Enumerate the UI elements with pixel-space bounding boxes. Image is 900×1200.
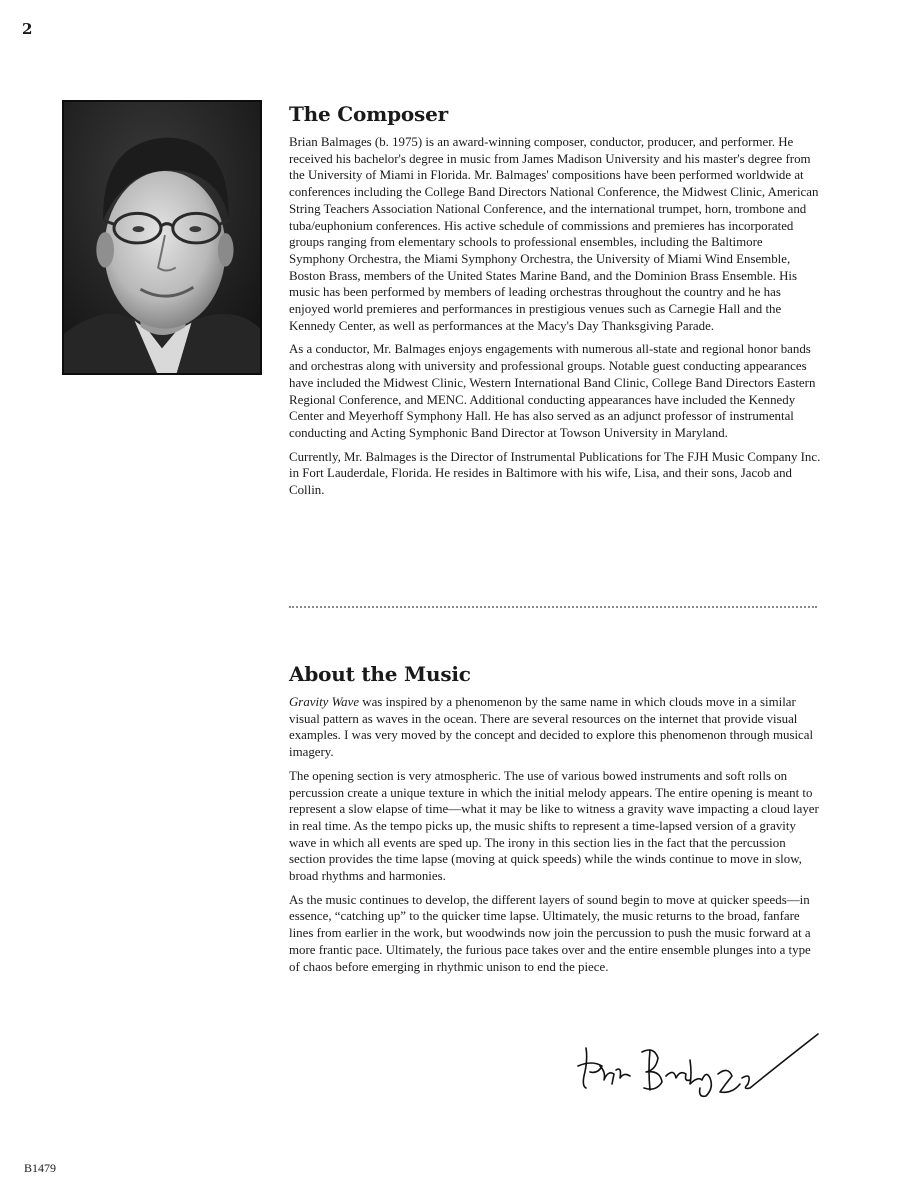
composer-paragraph-3: Currently, Mr. Balmages is the Director of Instrumental Publications for The FJH Music Company Inc. in Fort Lauderdale, Florida. He resides in Baltimore with his wife, Lisa, and their sons, Jacob and Collin. xyxy=(289,449,821,498)
music-heading: About the Music xyxy=(289,662,471,686)
music-section xyxy=(289,661,821,982)
composer-photo xyxy=(62,100,262,375)
section-divider xyxy=(289,606,817,608)
music-paragraph-3: As the music continues to develop, the different layers of sound begin to move at quicker speeds—in essence, “catching up” to the quicker time lapse. Ultimately, the music returns to the broad, fanfare lines from earlier in the work, but woodwinds now join the percussion to push the music forward at a more frantic pace. Ultimately, the furious pace takes over and the entire ensemble plunges into a type of chaos before emerging in rhythmic unison to end the piece. xyxy=(289,892,811,974)
composer-section xyxy=(289,101,821,506)
signature-image xyxy=(572,1030,822,1100)
music-paragraph-1-text: was inspired by a phenomenon by the same name in which clouds move in a similar visual pattern as waves in the ocean. There are several resources on the internet that provide visual examples. I was very moved by the concept and decided to explore this phenomenon through musical imagery. xyxy=(289,695,814,760)
work-title: Gravity Wave xyxy=(289,695,360,709)
composer-paragraph-1: Brian Balmages (b. 1975) is an award-winning composer, conductor, producer, and performer. He received his bachelor's degree in music from James Madison University and his master's degree from the University of Miami in Florida. Mr. Balmages' compositions have been performed worldwide at conferences including the College Band Directors National Conference, the Midwest Clinic, American String Teachers Association National Conference, and the international trumpet, horn, trombone and tuba/euphonium conferences. His active schedule of commissions and premieres has incorporated groups ranging from elementary schools to professional ensembles, including the Baltimore Symphony Orchestra, the Miami Symphony Orchestra, the University of Miami Wind Ensemble, Boston Brass, members of the United States Marine Band, and the Dominion Brass Ensemble. His music has been performed by members of leading orchestras throughout the country and he has enjoyed world premieres and performances in prestigious venues such as Carnegie Hall and the Kennedy Center, as well as performances at the Macy's Day Thanksgiving Parade. xyxy=(289,135,819,333)
catalog-code: B1479 xyxy=(24,1161,57,1175)
music-paragraph-2: The opening section is very atmospheric. The use of various bowed instruments and soft rolls on percussion create a unique texture in which the initial melody appears. The entire opening is meant to represent a slow elapse of time—what it may be like to witness a gravity wave impacting a cloud layer in real time. As the tempo picks up, the music shifts to represent a time-lapsed version of a gravity wave in which all events are sped up. The irony in this section lies in the fact that the percussion section provides the time lapse (moving at quick speeds) while the winds continue to move in slow, broad rhythms and harmonies. xyxy=(289,768,819,884)
composer-portrait-image xyxy=(64,102,260,373)
music-paragraph-1 xyxy=(289,694,821,761)
page-number: 2 xyxy=(22,20,33,38)
composer-paragraph-2: As a conductor, Mr. Balmages enjoys engagements with numerous all-state and regional honor bands and orchestras along with university and professional groups. Notable guest conducting appearances have included the Midwest Clinic, Western International Band Clinic, College Band Directors Eastern Regional Conference, and MENC. Additional conducting appearances have included the Kennedy Center and Meyerhoff Symphony Hall. He has also served as an adjunct professor of instrumental conducting and Acting Symphonic Band Director at Towson University in Maryland. xyxy=(289,342,816,440)
composer-signature xyxy=(572,1030,822,1100)
composer-heading: The Composer xyxy=(289,102,448,126)
